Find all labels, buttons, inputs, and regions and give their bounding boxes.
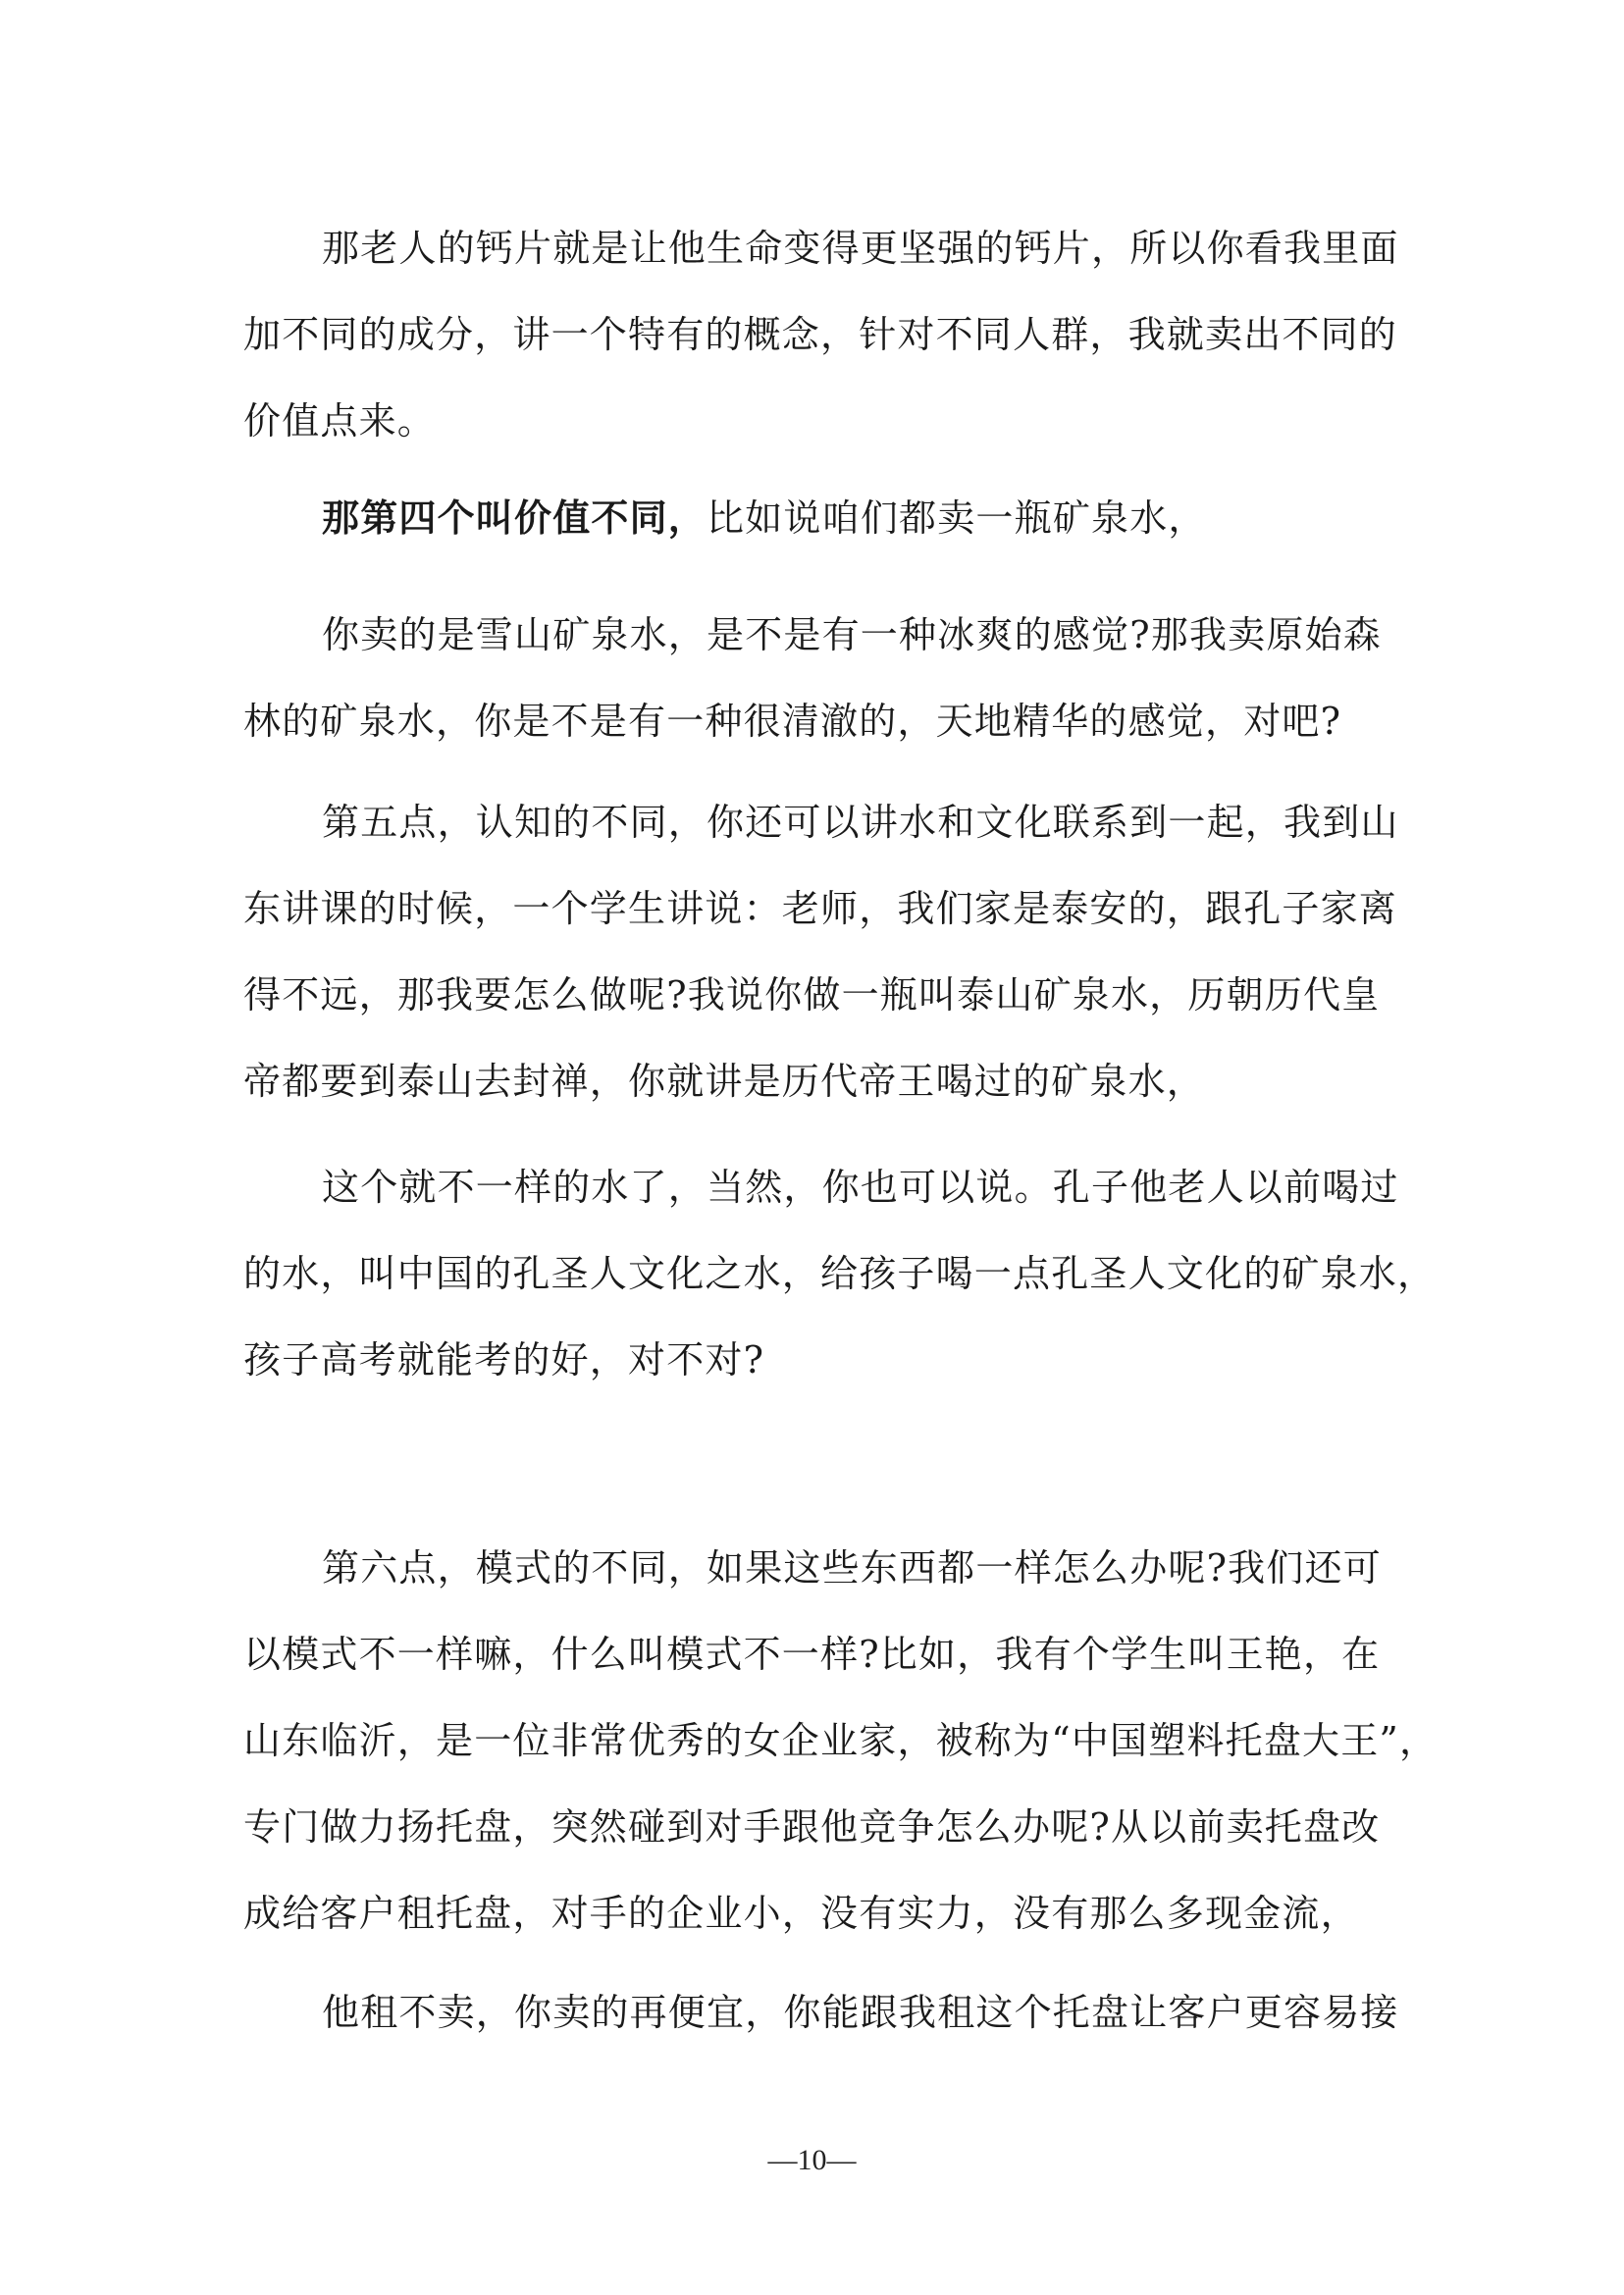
- paragraph-line: 你卖的是雪山矿泉水，是不是有一种冰爽的感觉?那我卖原始森: [322, 613, 1382, 656]
- paragraph-line: 得不远，那我要怎么做呢?我说你做一瓶叫泰山矿泉水，历朝历代皇: [243, 973, 1381, 1017]
- paragraph-line: 加不同的成分，讲一个特有的概念，针对不同人群，我就卖出不同的: [243, 313, 1398, 356]
- paragraph-line: 的水，叫中国的孔圣人文化之水，给孩子喝一点孔圣人文化的矿泉水，: [243, 1252, 1437, 1295]
- paragraph-line: [322, 493, 1460, 544]
- paragraph-line: 价值点来。: [243, 399, 437, 443]
- paragraph-line: 东讲课的时候，一个学生讲说：老师，我们家是泰安的，跟孔子家离: [243, 887, 1398, 930]
- paragraph-line: 第五点，认知的不同，你还可以讲水和文化联系到一起，我到山: [322, 801, 1399, 844]
- paragraph-line: 成给客户租托盘，对手的企业小，没有实力，没有那么多现金流，: [243, 1892, 1359, 1935]
- page-number: —10—: [767, 2144, 857, 2176]
- paragraph-line: 这个就不一样的水了，当然，你也可以说。孔子他老人以前喝过: [322, 1166, 1399, 1209]
- paragraph-line: 他租不卖，你卖的再便宜，你能跟我租这个托盘让客户更容易接: [322, 1991, 1399, 2034]
- paragraph-text: 比如说咱们都卖一瓶矿泉水，: [707, 496, 1207, 540]
- paragraph-line: 林的矿泉水，你是不是有一种很清澈的，天地精华的感觉，对吧?: [243, 700, 1342, 743]
- bold-heading-phrase: 那第四个叫价值不同，: [322, 496, 707, 540]
- paragraph-line: 孩子高考就能考的好，对不对?: [243, 1338, 765, 1382]
- paragraph-line: 以模式不一样嘛，什么叫模式不一样?比如，我有个学生叫王艳，在: [243, 1633, 1381, 1676]
- paragraph-line: 第六点，模式的不同，如果这些东西都一样怎么办呢?我们还可: [322, 1546, 1382, 1590]
- paragraph-line: 帝都要到泰山去封禅，你就讲是历代帝王喝过的矿泉水，: [243, 1060, 1206, 1103]
- paragraph-line: 山东临沂，是一位非常优秀的女企业家，被称为“中国塑料托盘大王”，: [243, 1719, 1439, 1762]
- paragraph-line: 专门做力扬托盘，突然碰到对手跟他竞争怎么办呢?从以前卖托盘改: [243, 1805, 1381, 1849]
- paragraph-line: 那老人的钙片就是让他生命变得更坚强的钙片，所以你看我里面: [322, 227, 1399, 270]
